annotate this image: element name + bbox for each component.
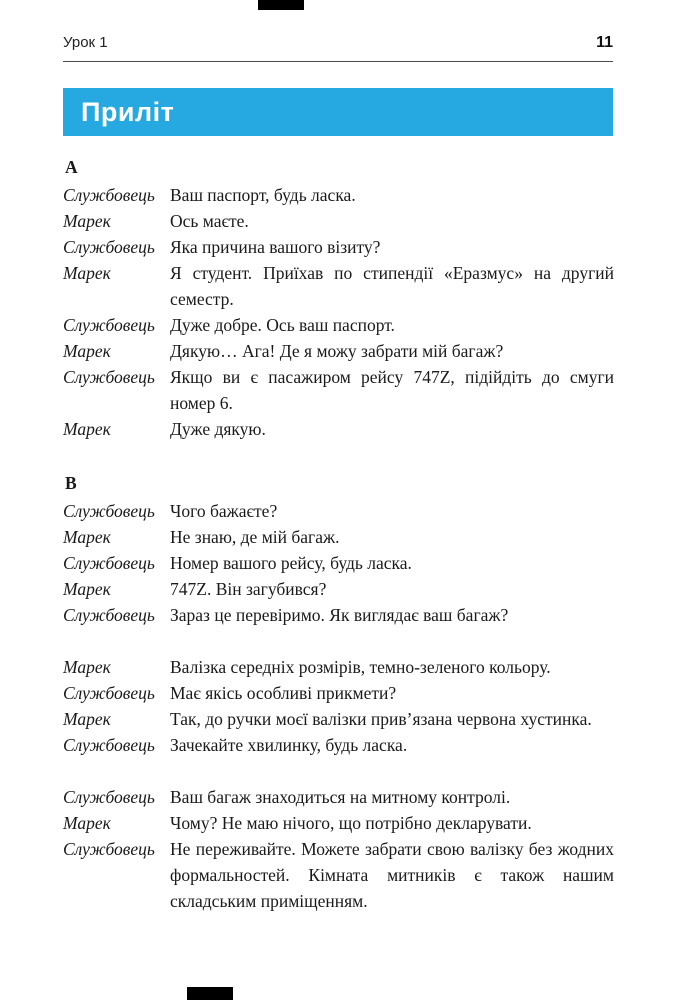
section-label: В [65,473,77,493]
page-header [63,34,613,52]
dialogue-section [63,470,614,914]
speaker-name: Службовець [63,315,155,335]
speaker-name: Марек [63,813,111,833]
dialogue-row [63,706,614,732]
speaker-name: Марек [63,657,111,677]
speaker-name: Марек [63,527,111,547]
dialogue-text: Яка причина вашого візиту? [170,237,381,257]
dialogue-row [63,810,614,836]
dialogue-row [63,234,614,260]
speaker-name: Марек [63,419,111,439]
dialogue-text: Дуже дякую. [170,419,266,439]
dialogue-row [63,576,614,602]
speaker-name: Службовець [63,683,155,703]
dialogue-row [63,784,614,810]
dialogue-row [63,364,614,416]
speaker-name: Марек [63,211,111,231]
dialogue-row [63,524,614,550]
print-mark-bottom [187,987,233,1000]
speaker-name: Марек [63,263,111,283]
dialogue-text: Ваш багаж знаходиться на митному контролі. [170,787,511,807]
speaker-name: Службовець [63,839,155,859]
speaker-name: Марек [63,341,111,361]
dialogue-row [63,680,614,706]
speaker-name: Службовець [63,367,155,387]
speaker-name: Службовець [63,605,155,625]
dialogue-text: Дякую… Ага! Де я можу забрати мій багаж? [170,341,504,361]
dialogue-row [63,260,614,312]
page-number: 11 [596,34,613,51]
lesson-label: Урок 1 [63,34,108,51]
dialogue-sections [63,154,614,914]
speaker-name: Марек [63,709,111,729]
dialogue-text: 747Z. Він загубився? [170,579,327,599]
section-label: А [65,157,78,177]
speaker-name: Службовець [63,553,155,573]
title-bar [63,88,613,136]
dialogue-row [63,732,614,758]
dialogue-text: Дуже добре. Ось ваш паспорт. [170,315,395,335]
dialogue-row [63,602,614,628]
dialogue-text: Якщо ви є пасажиром рейсу 747Z, підійдіть до смуги номер 6. [170,367,614,413]
dialogue-row [63,208,614,234]
dialogue-row [63,654,614,680]
speaker-name: Службовець [63,735,155,755]
speaker-name: Службовець [63,185,155,205]
dialogue-text: Зараз це перевіримо. Як виглядає ваш багаж? [170,605,509,625]
page-title: Приліт [81,96,175,127]
dialogue-row [63,498,614,524]
dialogue-text: Зачекайте хвилинку, будь ласка. [170,735,408,755]
dialogue-text: Чому? Не маю нічого, що потрібно декларувати. [170,813,532,833]
speaker-name: Службовець [63,237,155,257]
dialogue-text: Я студент. Приїхав по стипендії «Еразмус» на другий семестр. [170,263,614,309]
dialogue-row [63,836,614,914]
dialogue-row [63,182,614,208]
speaker-name: Марек [63,579,111,599]
dialogue-text: Ось маєте. [170,211,249,231]
dialogue-text: Не знаю, де мій багаж. [170,527,340,547]
dialogue-text: Ваш паспорт, будь ласка. [170,185,356,205]
dialogue-row [63,416,614,442]
dialogue-text: Має якісь особливі прикмети? [170,683,397,703]
dialogue-text: Валізка середніх розмірів, темно-зеленого кольору. [170,657,551,677]
dialogue-text: Не переживайте. Можете забрати свою валізку без жодних формальностей. Кімната митників є також нашим складським приміщенням. [170,839,614,911]
dialogue-row [63,312,614,338]
header-rule [63,61,613,62]
dialogue-section [63,154,614,442]
speaker-name: Службовець [63,787,155,807]
dialogue-text: Так, до ручки моєї валізки прив’язана червона хустинка. [170,709,592,729]
dialogue-text: Номер вашого рейсу, будь ласка. [170,553,412,573]
speaker-name: Службовець [63,501,155,521]
dialogue-row [63,550,614,576]
dialogue-row [63,338,614,364]
dialogue-text: Чого бажаєте? [170,501,278,521]
print-mark-top [258,0,304,10]
